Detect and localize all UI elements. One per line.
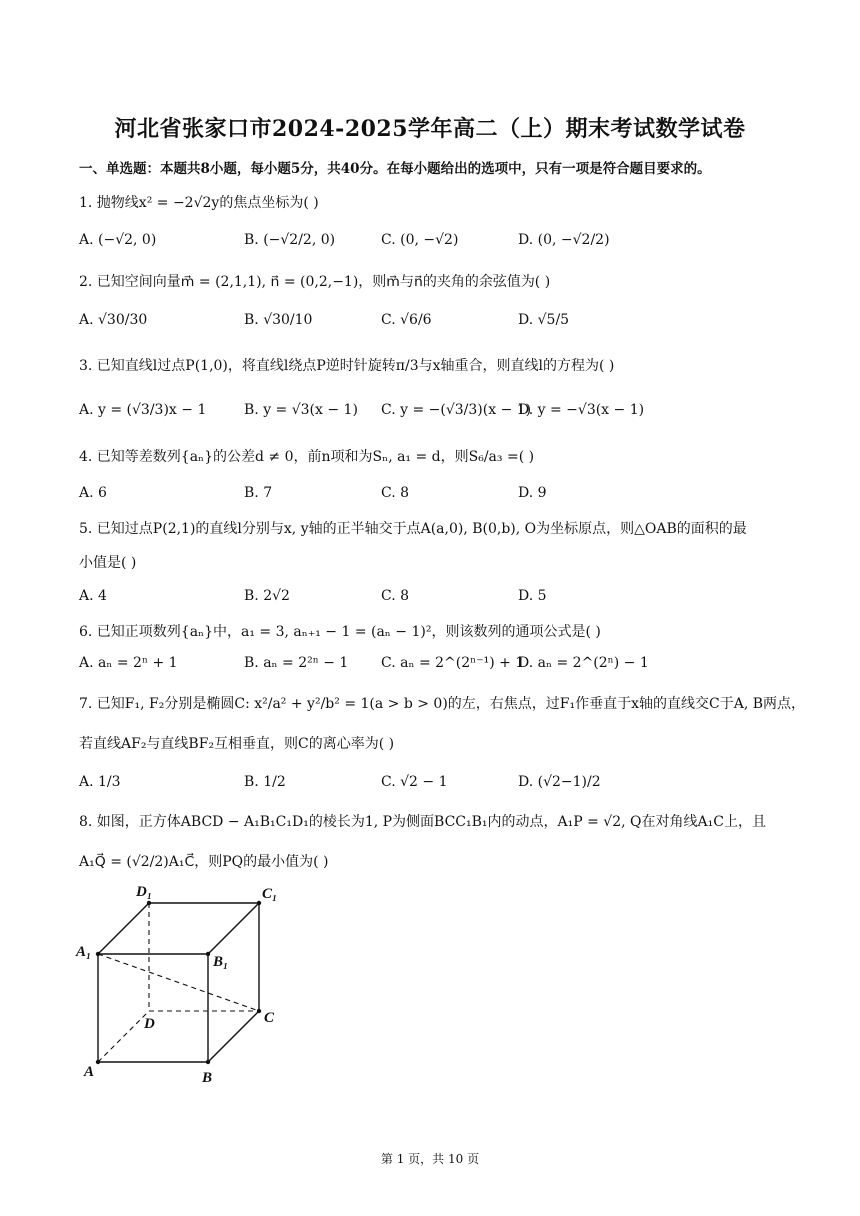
q7-option-c: C. √2 − 1: [381, 774, 448, 790]
question-2-stem: 2. 已知空间向量m⃗ = (2,1,1), n⃗ = (0,2,−1)，则m⃗与n⃗的夹角的余弦值为( ): [79, 274, 551, 290]
question-3-stem: 3. 已知直线l过点P(1,0)，将直线l绕点P逆时针旋转π/3与x轴重合，则直线l的方程为( ): [79, 358, 615, 374]
q7-option-b: B. 1/2: [244, 774, 286, 790]
q2-option-d: D. √5/5: [518, 312, 570, 328]
question-8-stem-cont: A₁Q⃗ = (√2/2)A₁C⃗，则PQ的最小值为( ): [79, 854, 329, 870]
label-d: D: [144, 1016, 155, 1032]
q1-option-c: C. (0, −√2): [381, 232, 459, 248]
q1-option-d: D. (0, −√2/2): [518, 232, 610, 248]
q5-option-c: C. 8: [381, 588, 410, 604]
label-c1: C₁: [262, 886, 278, 902]
q5-option-d: D. 5: [518, 588, 547, 604]
q4-option-c: C. 8: [381, 485, 410, 501]
q7-option-a: A. 1/3: [79, 774, 121, 790]
q7-option-d: D. (√2−1)/2: [518, 774, 601, 790]
question-8-stem: 8. 如图，正方体ABCD − A₁B₁C₁D₁的棱长为1, P为侧面BCC₁B₁内的动点，A₁P = √2, Q在对角线A₁C上，且: [79, 814, 766, 830]
edge-b1-c1: [208, 903, 259, 954]
q6-option-d: D. aₙ = 2^(2ⁿ) − 1: [518, 655, 649, 671]
q3-option-d: D. y = −√3(x − 1): [518, 402, 645, 418]
q6-option-a: A. aₙ = 2ⁿ + 1: [79, 655, 178, 671]
q4-option-a: A. 6: [79, 485, 107, 501]
q4-option-b: B. 7: [244, 485, 273, 501]
question-4-stem: 4. 已知等差数列{aₙ}的公差d ≠ 0，前n项和为Sₙ, a₁ = d，则S₆/a₃ =( ): [79, 449, 535, 465]
q2-option-a: A. √30/30: [79, 312, 148, 328]
q6-option-b: B. aₙ = 2²ⁿ − 1: [244, 655, 349, 671]
edge-a1-d1: [98, 903, 149, 954]
edge-b-c: [208, 1011, 259, 1062]
q5-option-a: A. 4: [79, 588, 107, 604]
diagonal-a1-c: [98, 954, 259, 1011]
vertex-a1-dot: [96, 952, 100, 956]
edge-a-d-hidden: [98, 1011, 149, 1062]
q1-option-a: A. (−√2, 0): [79, 232, 157, 248]
label-b: B: [202, 1070, 213, 1086]
q6-option-c: C. aₙ = 2^(2ⁿ⁻¹) + 1: [381, 655, 525, 671]
section-heading: 一、单选题：本题共8小题，每小题5分，共40分。在每小题给出的选项中，只有一项是符合题目要求的。: [79, 161, 711, 177]
q2-option-c: C. √6/6: [381, 312, 432, 328]
label-c: C: [264, 1010, 275, 1026]
question-1-stem: 1. 抛物线x² = −2√2y的焦点坐标为( ): [79, 195, 319, 211]
label-a1: A₁: [76, 944, 92, 960]
vertex-b1-dot: [206, 952, 210, 956]
question-5-stem: 5. 已知过点P(2,1)的直线l分别与x, y轴的正半轴交于点A(a,0), B(0,b), O为坐标原点，则△OAB的面积的最: [79, 521, 747, 537]
q3-option-a: A. y = (√3/3)x − 1: [79, 402, 207, 418]
label-d1: D₁: [136, 884, 153, 900]
vertex-d1-dot: [147, 901, 151, 905]
question-7-stem-cont: 若直线AF₂与直线BF₂互相垂直，则C的离心率为( ): [79, 736, 395, 752]
question-6-stem: 6. 已知正项数列{aₙ}中，a₁ = 3, aₙ₊₁ − 1 = (aₙ − 1)²，则该数列的通项公式是( ): [79, 624, 601, 640]
q5-option-b: B. 2√2: [244, 588, 290, 604]
q4-option-d: D. 9: [518, 485, 547, 501]
q3-option-c: C. y = −(√3/3)(x − 1): [381, 402, 532, 418]
question-5-stem-cont: 小值是( ): [79, 555, 137, 571]
question-7-stem: 7. 已知F₁, F₂分别是椭圆C: x²/a² + y²/b² = 1(a > b > 0)的左，右焦点，过F₁作垂直于x轴的直线交C于A, B两点，: [79, 696, 806, 712]
vertex-c1-dot: [257, 901, 261, 905]
vertex-a-dot: [96, 1060, 100, 1064]
q3-option-b: B. y = √3(x − 1): [244, 402, 358, 418]
q1-option-b: B. (−√2/2, 0): [244, 232, 336, 248]
vertex-c-dot: [257, 1009, 261, 1013]
cube-figure: [72, 876, 292, 1091]
page-footer: 第 1 页，共 10 页: [380, 1152, 480, 1166]
q2-option-b: B. √30/10: [244, 312, 313, 328]
page-title: 河北省张家口市2024-2025学年高二（上）期末考试数学试卷: [114, 116, 746, 142]
vertex-b-dot: [206, 1060, 210, 1064]
label-b1: B₁: [213, 954, 229, 970]
label-a: A: [84, 1064, 95, 1080]
